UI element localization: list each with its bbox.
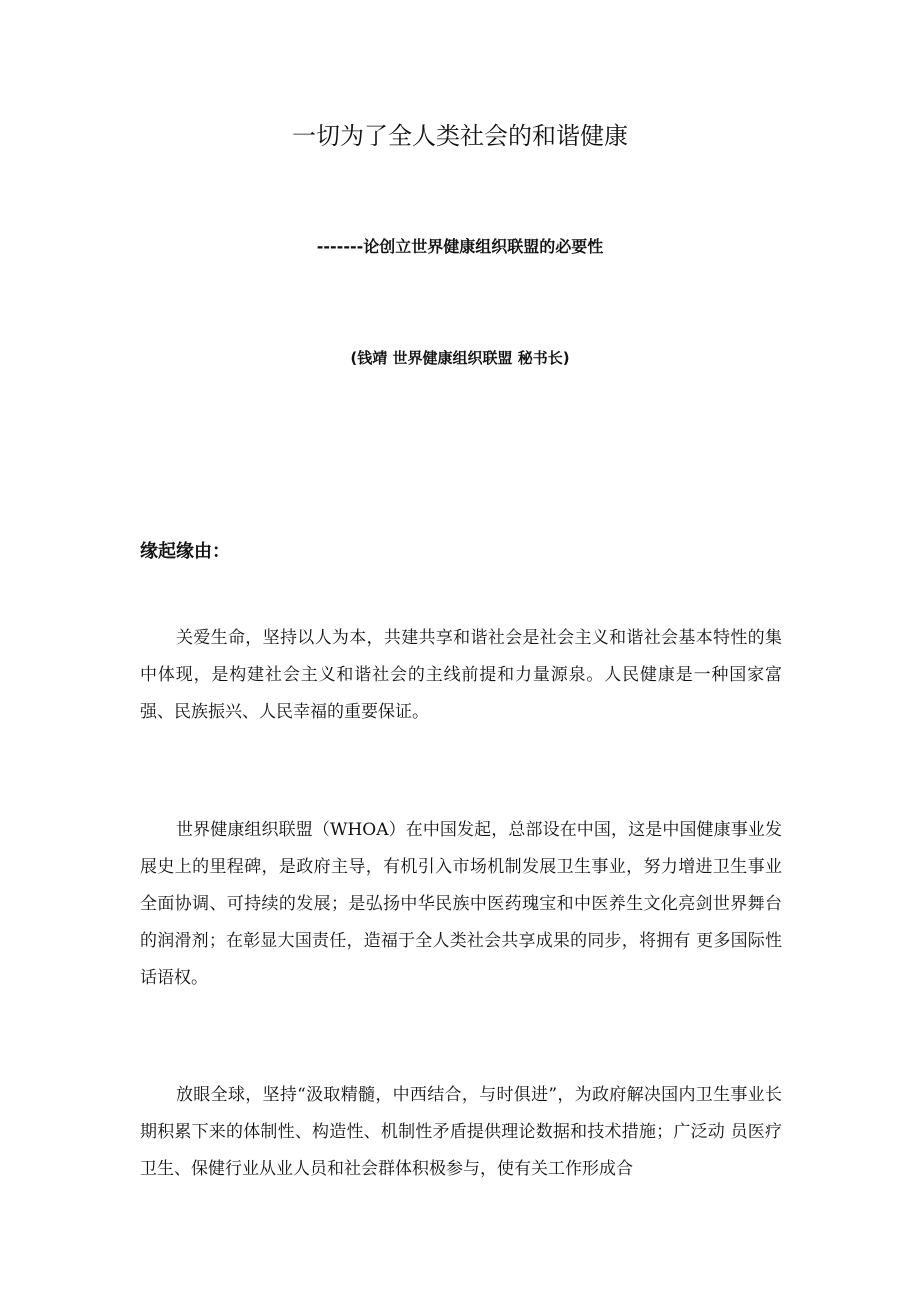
paragraph-1: 关爱生命，坚持以人为本，共建共享和谐社会是社会主义和谐社会基本特性的集中体现，是构建社会主义和谐社会的主线前提和力量源泉。人民健康是一种国家富强、民族振兴、人民幸福的重要保证。 xyxy=(140,628,782,722)
paragraph-2: 世界健康组织联盟（WHOA）在中国发起，总部设在中国，这是中国健康事业发展史上的里程碑，是政府主导，有机引入市场机制发展卫生事业，努力增进卫生事业全面协调、可持续的发展；是弘扬中华民族中医药瑰宝和中医养生文化亮剑世界舞台的润滑剂；在彰显大国责任，造福于全人类社会共享成果的同步，将拥有 更多国际性话语权。 xyxy=(140,820,782,988)
document-title: 一切为了全人类社会的和谐健康 xyxy=(292,122,628,150)
author-line: (钱靖 世界健康组织联盟 秘书长) xyxy=(350,349,570,367)
paragraph-3: 放眼全球，坚持“汲取精髓，中西结合，与时俱进”，为政府解决国内卫生事业长期积累下来的体制性、构造性、机制性矛盾提供理论数据和技术措施；广泛动 员医疗卫生、保健行业从业人员和社会群体积极参与，使有关工作形成合 xyxy=(140,1085,782,1179)
document-subtitle: -------论创立世界健康组织联盟的必要性 xyxy=(316,237,604,256)
section-heading: 缘起缘由： xyxy=(140,541,230,562)
